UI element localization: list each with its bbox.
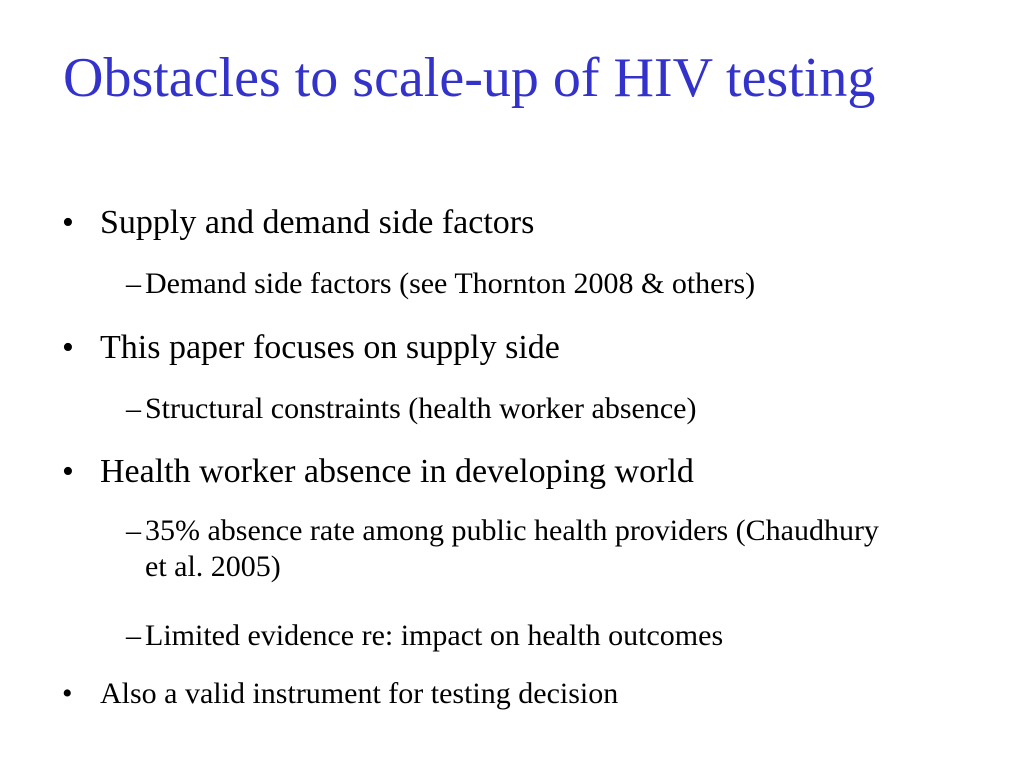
dash-marker: – <box>126 619 141 652</box>
bullet-marker: • <box>62 329 74 366</box>
sub-bullet-text: Demand side factors (see Thornton 2008 & others) <box>145 267 756 300</box>
bullet-text: This paper focuses on supply side <box>100 329 560 366</box>
dash-marker: – <box>126 392 141 425</box>
bullet-text: Supply and demand side factors <box>100 204 535 241</box>
bullet-marker: • <box>62 453 74 490</box>
slide-title: Obstacles to scale-up of HIV testing <box>63 47 876 109</box>
bullet-text: Health worker absence in developing world <box>100 453 694 490</box>
dash-marker: – <box>126 514 141 547</box>
sub-bullet-text: Structural constraints (health worker absence) <box>145 392 697 425</box>
bullet-marker: • <box>62 204 74 241</box>
dash-marker: – <box>126 267 141 300</box>
bullet-text: Also a valid instrument for testing decision <box>100 677 619 710</box>
sub-bullet-text: 35% absence rate among public health providers (Chaudhury et al. 2005) <box>145 514 879 583</box>
bullet-marker: • <box>62 677 73 710</box>
sub-bullet-text: Limited evidence re: impact on health outcomes <box>145 619 724 652</box>
